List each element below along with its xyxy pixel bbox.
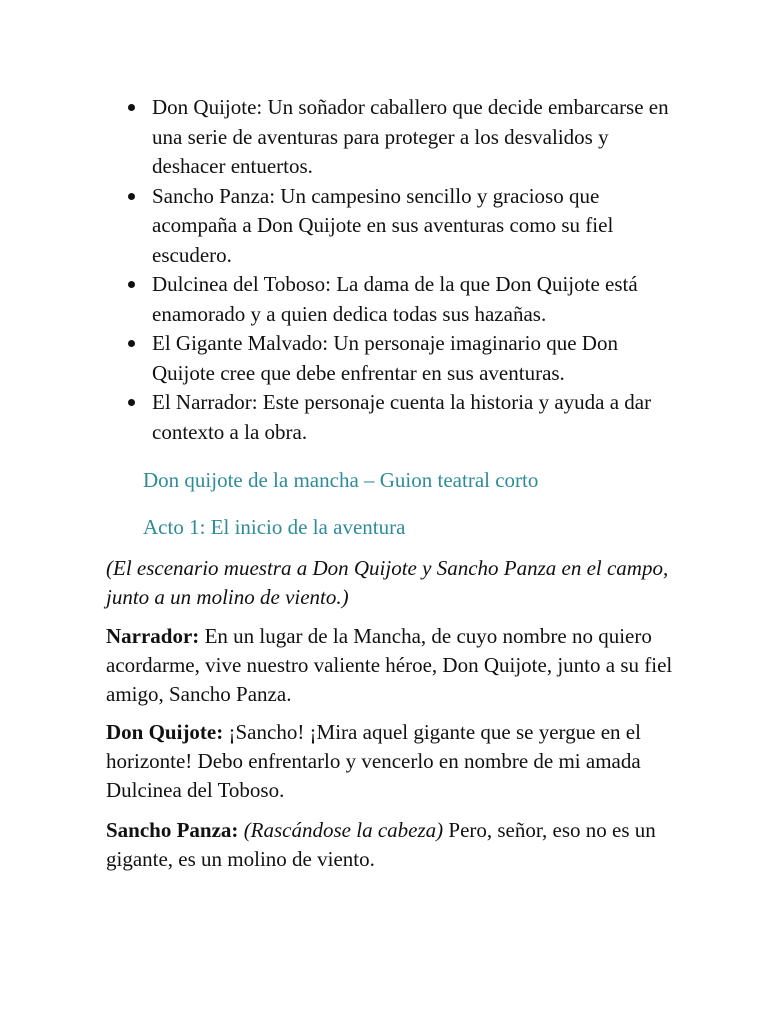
character-list	[126, 93, 686, 447]
list-item	[126, 182, 686, 271]
list-item	[126, 270, 686, 329]
character-description: Don Quijote: Un soñador caballero que decide embarcarse en una serie de aventuras para proteger a los desvalidos y deshacer entuertos.	[152, 95, 669, 178]
character-description: Dulcinea del Toboso: La dama de la que Don Quijote está enamorado y a quien dedica todas sus hazañas.	[152, 272, 638, 326]
list-item	[126, 388, 686, 447]
stage-direction: (El escenario muestra a Don Quijote y Sancho Panza en el campo, junto a un molino de viento.)	[106, 556, 669, 609]
dialogue-text: En un lugar de la Mancha, de cuyo nombre no quiero acordarme, vive nuestro valiente héroe, Don Quijote, junto a su fiel amigo, Sancho Panza.	[106, 624, 673, 706]
bullet-icon	[128, 399, 135, 406]
dialogue-text: ¡Sancho! ¡Mira aquel gigante que se yergue en el horizonte! Debo enfrentarlo y vencerlo en nombre de mi amada Dulcinea del Toboso.	[106, 720, 641, 802]
act-title: Acto 1: El inicio de la aventura	[143, 515, 406, 539]
character-description: Sancho Panza: Un campesino sencillo y gracioso que acompaña a Don Quijote en sus aventuras como su fiel escudero.	[152, 183, 614, 267]
dialogue-text: Pero, señor, eso no es un gigante, es un molino de viento.	[106, 818, 656, 871]
bullet-icon	[128, 104, 135, 111]
bullet-icon	[128, 193, 135, 200]
speaker-name: Sancho Panza:	[106, 818, 239, 842]
inline-stage-direction: (Rascándose la cabeza)	[238, 818, 444, 842]
script-title: Don quijote de la mancha – Guion teatral corto	[143, 468, 539, 492]
dialogue-line-don-quijote	[106, 718, 676, 805]
speaker-name: Don Quijote:	[106, 720, 224, 744]
dialogue-line-narrador	[106, 622, 676, 709]
speaker-name: Narrador:	[106, 624, 200, 648]
bullet-icon	[128, 340, 135, 347]
character-description: El Gigante Malvado: Un personaje imaginario que Don Quijote cree que debe enfrentar en sus aventuras.	[152, 331, 618, 385]
bullet-icon	[128, 281, 135, 288]
list-item	[126, 329, 686, 388]
character-description: El Narrador: Este personaje cuenta la historia y ayuda a dar contexto a la obra.	[152, 390, 652, 444]
dialogue-line-sancho-panza	[106, 816, 676, 874]
list-item	[126, 93, 686, 182]
